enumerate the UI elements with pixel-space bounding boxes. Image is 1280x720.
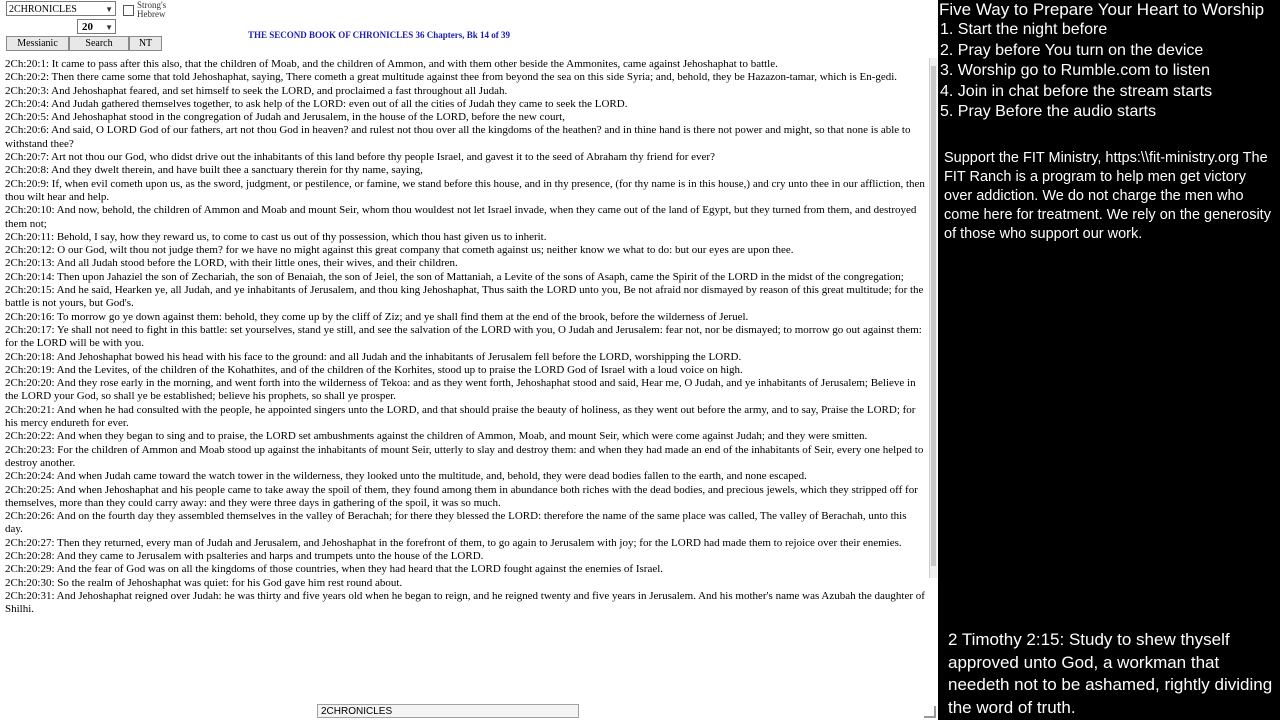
resize-grip-icon[interactable]	[924, 706, 936, 718]
verse-line: 2Ch:20:25: And when Jehoshaphat and his people came to take away the spoil of them, they found among them in abundance both riches with the dead bodies, and precious jewels, which they stripped off for themselves, more than they could carry away: and they were three days in gathering of the spoil, it was so much.	[5, 483, 918, 509]
book-header-title: THE SECOND BOOK OF CHRONICLES 36 Chapters, Bk 14 of 39	[248, 30, 510, 40]
verse-line: 2Ch:20:8: And they dwelt therein, and have built thee a sanctuary therein for thy name, saying,	[5, 164, 423, 177]
verse-line: 2Ch:20:23: For the children of Ammon and Moab stood up against the inhabitants of mount Seir, utterly to slay and destroy them: and when they had made an end of the inhabitants of Seir, every one helped to destroy another.	[5, 443, 924, 469]
verse-line: 2Ch:20:21: And when he had consulted with the people, he appointed singers unto the LORD, and that should praise the beauty of holiness, as they went out before the army, and to say, Praise the LORD; for his mercy endureth for ever.	[5, 403, 916, 430]
verse-line: 2Ch:20:28: And they came to Jerusalem with psalteries and harps and trumpets unto the house of the LORD.	[5, 549, 484, 562]
verse-line: 2Ch:20:20: And they rose early in the morning, and went forth into the wilderness of Tekoa: and as they went forth, Jehoshaphat stood and said, Hear me, O Judah, and ye inhabitants of Jerusalem; Believe in the LORD your God, so shall ye be established; believe his prophets, so shall ye prosper.	[5, 377, 916, 403]
verse-line: 2Ch:20:9: If, when evil cometh upon us, as the sword, judgment, or pestilence, or famine, we stand before this house, and in thy presence, (for thy name is in this house,) and cry unto thee in our affliction, then thou wilt hear and help.	[5, 177, 925, 203]
verse-line: 2Ch:20:31: And Jehoshaphat reigned over Judah: he was thirty and five years old when he began to reign, and he reigned twenty and five years in Jerusalem. And his mother's name was Azubah the daughter of Shilhi.	[5, 589, 925, 616]
verse-line: 2Ch:20:17: Ye shall not need to fight in this battle: set yourselves, stand ye still, and see the salvation of the LORD with you, O Judah and Jerusalem: fear not, nor be dismayed; to morrow go out against them: for the LORD will be with you.	[5, 323, 922, 350]
verse-line: 2Ch:20:22: And when they began to sing and to praise, the LORD set ambushments against the children of Ammon, Moab, and mount Seir, which were come against Judah; and they were smitten.	[5, 430, 868, 443]
verse-line: 2Ch:20:13: And all Judah stood before the LORD, with their little ones, their wives, and their children.	[5, 257, 458, 270]
verse-line: 2Ch:20:2: Then there came some that told Jehoshaphat, saying, There cometh a great multitude against thee from beyond the sea on this side Syria; and, behold, they be Hazazon-tamar, which is En-gedi.	[5, 71, 898, 84]
strongs-hebrew-checkbox[interactable]	[123, 5, 134, 16]
verse-line: 2Ch:20:3: And Jehoshaphat feared, and set himself to seek the LORD, and proclaimed a fast throughout all Judah.	[5, 84, 508, 97]
verse-line: 2Ch:20:19: And the Levites, of the children of the Kohathites, and of the children of the Korhites, stood up to praise the LORD God of Israel with a loud voice on high.	[5, 363, 743, 376]
verse-line: 2Ch:20:7: Art not thou our God, who didst drive out the inhabitants of this land before thy people Israel, and gavest it to the seed of Abraham thy friend for ever?	[5, 151, 715, 164]
chevron-down-icon: ▼	[105, 23, 113, 32]
stream-overlay-panel	[938, 0, 1280, 720]
book-select[interactable]	[6, 1, 116, 16]
verse-line: 2Ch:20:24: And when Judah came toward the watch tower in the wilderness, they looked unto the multitude, and, behold, they were dead bodies fallen to the earth, and none escaped.	[5, 470, 807, 483]
verse-line: 2Ch:20:30: So the realm of Jehoshaphat was quiet: for his God gave him rest round about.	[5, 576, 403, 589]
chapter-select-value: 20	[82, 21, 93, 33]
verse-line: 2Ch:20:11: Behold, I say, how they reward us, to come to cast us out of thy possession, which thou hast given us to inherit.	[5, 230, 547, 243]
ministry-support-text: Support the FIT Ministry, https:\\fit-ministry.org The FIT Ranch is a program to help men get victory over addiction. We do not charge the men who come here for treatment. We rely on the generosity of those who support our work.	[944, 150, 1271, 242]
worship-step: 2. Pray before You turn on the device	[940, 41, 1204, 59]
verse-line: 2Ch:20:26: And on the fourth day they assembled themselves in the valley of Berachah; for there they blessed the LORD: therefore the name of the same place was called, The valley of Berachah, unto this day.	[5, 510, 907, 536]
verse-text-area[interactable]	[5, 58, 927, 616]
messianic-button[interactable]: Messianic	[6, 36, 69, 51]
scripture-quote: 2 Timothy 2:15: Study to shew thyself approved unto God, a workman that needeth not to be ashamed, rightly dividing the word of truth.	[948, 630, 1273, 717]
verse-line: 2Ch:20:18: And Jehoshaphat bowed his head with his face to the ground: and all Judah and the inhabitants of Jerusalem fell before the LORD, worshipping the LORD.	[5, 350, 742, 363]
verse-line: 2Ch:20:1: It came to pass after this also, that the children of Moab, and the children of Ammon, and with them other beside the Ammonites, came against Jehoshaphat to battle.	[5, 58, 778, 70]
chevron-down-icon: ▼	[105, 5, 113, 14]
verse-line: 2Ch:20:16: To morrow go ye down against them: behold, they come up by the cliff of Ziz; and ye shall find them at the end of the brook, before the wilderness of Jeruel.	[5, 310, 749, 323]
worship-step: 5. Pray Before the audio starts	[940, 103, 1157, 121]
verse-line: 2Ch:20:14: Then upon Jahaziel the son of Zechariah, the son of Benaiah, the son of Jeiel, the son of Mattaniah, a Levite of the sons of Asaph, came the Spirit of the LORD in the midst of the congregation;	[5, 270, 904, 283]
verse-line: 2Ch:20:4: And Judah gathered themselves together, to ask help of the LORD: even out of all the cities of Judah they came to seek the LORD.	[5, 97, 628, 110]
verse-line: 2Ch:20:6: And said, O LORD God of our fathers, art not thou God in heaven? and rulest not thou over all the kingdoms of the heathen? and in thine hand is there not power and might, so that none is able to withstand thee?	[5, 124, 911, 150]
verse-line: 2Ch:20:29: And the fear of God was on all the kingdoms of those countries, when they had heard that the LORD fought against the enemies of Israel.	[5, 563, 664, 576]
chapter-select[interactable]	[77, 19, 116, 34]
worship-title: Five Way to Prepare Your Heart to Worship	[939, 0, 1265, 19]
verse-line: 2Ch:20:15: And he said, Hearken ye, all Judah, and ye inhabitants of Jerusalem, and thou king Jehoshaphat, Thus saith the LORD unto you, Be not afraid nor dismayed by reason of this great multitude; for the battle is not yours, but God's.	[5, 284, 924, 310]
nt-button[interactable]: NT	[129, 36, 162, 51]
status-bar-book: 2CHRONICLES	[317, 704, 579, 718]
verse-line: 2Ch:20:27: Then they returned, every man of Judah and Jerusalem, and Jehoshaphat in the forefront of them, to go again to Jerusalem with joy; for the LORD had made them to rejoice over their enemies.	[5, 536, 902, 549]
verse-line: 2Ch:20:5: And Jehoshaphat stood in the congregation of Judah and Jerusalem, in the house of the LORD, before the new court,	[5, 111, 565, 124]
book-select-value: 2CHRONICLES	[9, 4, 77, 15]
worship-step: 3. Worship go to Rumble.com to listen	[940, 62, 1211, 80]
vertical-scrollbar[interactable]	[929, 58, 937, 578]
worship-step: 4. Join in chat before the stream starts	[940, 82, 1213, 100]
scrollbar-thumb[interactable]	[931, 66, 936, 566]
worship-steps	[940, 20, 1212, 123]
verse-line: 2Ch:20:12: O our God, wilt thou not judge them? for we have no might against this great company that cometh against us; neither know we what to do: but our eyes are upon thee.	[5, 244, 794, 257]
verse-line: 2Ch:20:10: And now, behold, the children of Ammon and Moab and mount Seir, whom thou wouldest not let Israel invade, when they came out of the land of Egypt, but they turned from them, and destroyed them not;	[5, 204, 917, 230]
search-button[interactable]: Search	[69, 36, 129, 51]
worship-step: 1. Start the night before	[940, 21, 1108, 38]
strongs-hebrew-label: Strong's Hebrew	[137, 0, 167, 19]
